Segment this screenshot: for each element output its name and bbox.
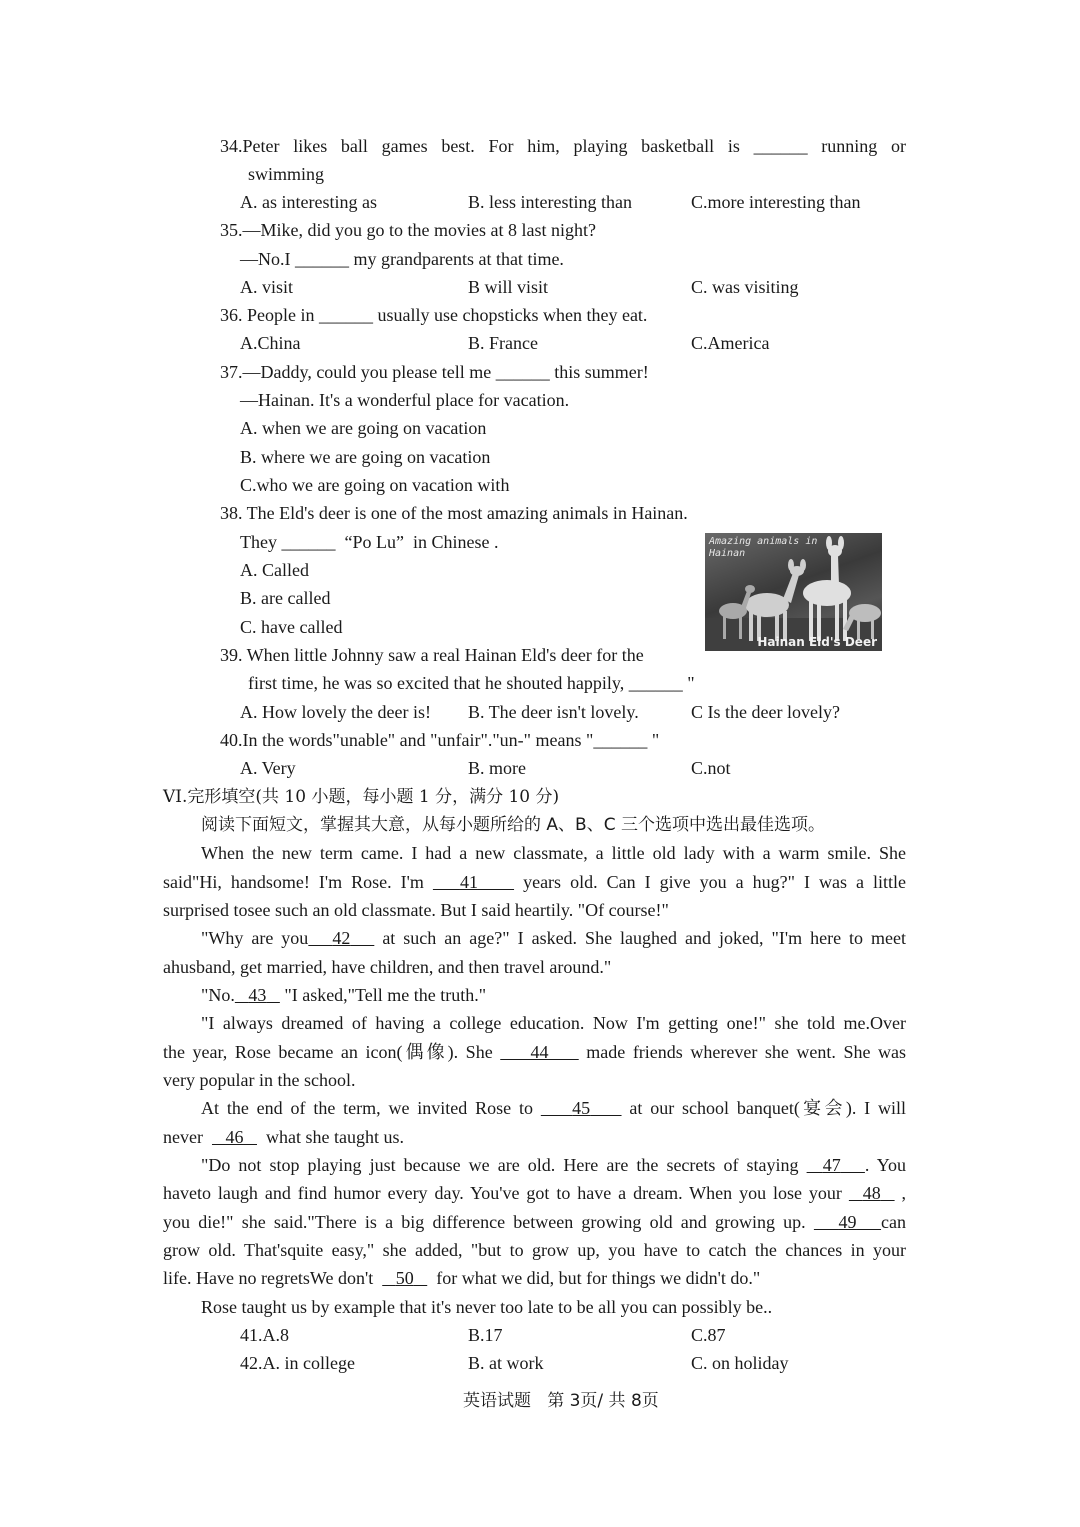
- passage-line-9: very popular in the school.: [163, 1070, 356, 1090]
- q34-option-a: A. as interesting as: [240, 192, 377, 212]
- q37-option-a: A. when we are going on vacation: [240, 418, 487, 438]
- passage-line-17: Rose taught us by example that it's never too late to be all you can possibly be..: [201, 1297, 773, 1317]
- blank-50: 50: [395, 1268, 414, 1288]
- q35-option-b: B will visit: [468, 277, 549, 297]
- q40-option-b: B. more: [468, 758, 526, 778]
- q38-stem: 38. The Eld's deer is one of the most amazing animals in Hainan.: [220, 503, 688, 523]
- passage-line-10: At the end of the term, we invited Rose to 45 at our school banquet(宴会). I will: [201, 1098, 907, 1118]
- passage-line-2: said"Hi, handsome! I'm Rose. I'm 41 years old. Can I give you a hug?" I was a little: [163, 872, 907, 892]
- q36-option-a: A.China: [240, 333, 301, 353]
- deer-photo: [705, 533, 882, 651]
- q34-stem-cont: swimming: [248, 164, 325, 184]
- q39-option-b: B. The deer isn't lovely.: [468, 702, 639, 722]
- passage-line-4: "Why are you 42 at such an age?" I asked. She laughed and joked, "I'm here to meet: [201, 928, 907, 948]
- q42-option-b: B. at work: [468, 1353, 544, 1373]
- q40-stem: 40.In the words"unable" and "unfair"."un-" means "______ ": [220, 730, 660, 750]
- q39-stem-cont: first time, he was so excited that he shouted happily, ______ ": [248, 673, 695, 693]
- passage-line-6: "No. 43 "I asked,"Tell me the truth.": [201, 985, 487, 1005]
- q36-option-b: B. France: [468, 333, 538, 353]
- blank-46: 46: [225, 1127, 244, 1147]
- blank-41: 41: [459, 872, 478, 892]
- blank-43: 43: [248, 985, 267, 1005]
- q39-option-c: C Is the deer lovely?: [691, 702, 840, 722]
- passage-line-5: ahusband, get married, have children, and then travel around.": [163, 957, 612, 977]
- q36-stem: 36. People in ______ usually use chopsticks when they eat.: [220, 305, 648, 325]
- q38-option-a: A. Called: [240, 560, 309, 580]
- photo-caption-bottom: Hainan Eld's Deer: [757, 635, 877, 649]
- blank-48: 48: [862, 1183, 881, 1203]
- q38-option-c: C. have called: [240, 617, 343, 637]
- blank-47: 47: [822, 1155, 841, 1175]
- q35-option-a: A. visit: [240, 277, 294, 297]
- q37-option-b: B. where we are going on vacation: [240, 447, 491, 467]
- q42-option-c: C. on holiday: [691, 1353, 789, 1373]
- passage-line-7: "I always dreamed of having a college education. Now I'm getting one!" she told me.Over: [201, 1013, 906, 1033]
- passage-line-3: surprised tosee such an old classmate. But I said heartily. "Of course!": [163, 900, 669, 920]
- passage-line-1: When the new term came. I had a new classmate, a little old lady with a warm smile. She: [201, 843, 906, 863]
- page-footer: 英语试题 第 3页/ 共 8页: [463, 1391, 659, 1411]
- q40-option-a: A. Very: [240, 758, 296, 778]
- q34-option-c: C.more interesting than: [691, 192, 861, 212]
- q39-option-a: A. How lovely the deer is!: [240, 702, 431, 722]
- passage-line-12: "Do not stop playing just because we are old. Here are the secrets of staying 47 . You: [201, 1155, 906, 1175]
- blank-45: 45: [572, 1098, 591, 1118]
- passage-line-14: you die!" she said."There is a big difference between growing old and growing up. 49 can: [163, 1212, 907, 1232]
- passage-line-15: grow old. That'squite easy," she added, "but to grow up, you have to catch the chances in your: [163, 1240, 906, 1260]
- section-instruction: 阅读下面短文，掌握其大意，从每小题所给的 A、B、C 三个选项中选出最佳选项。: [201, 815, 825, 835]
- q34-option-b: B. less interesting than: [468, 192, 632, 212]
- q35-reply: —No.I ______ my grandparents at that time.: [240, 249, 564, 269]
- blank-44: 44: [530, 1042, 549, 1062]
- photo-caption-top: Amazing animals in Hainan: [709, 536, 818, 559]
- q38-stem-cont: They ______ “Po Lu” in Chinese .: [240, 532, 499, 552]
- blank-49: 49: [838, 1212, 857, 1232]
- q35-stem: 35.—Mike, did you go to the movies at 8 last night?: [220, 220, 596, 240]
- q41-option-c: C.87: [691, 1325, 726, 1345]
- q35-option-c: C. was visiting: [691, 277, 799, 297]
- q38-option-b: B. are called: [240, 588, 331, 608]
- passage-line-11: never 46 what she taught us.: [163, 1127, 404, 1147]
- blank-42: 42: [332, 928, 351, 948]
- q42-option-a: 42.A. in college: [240, 1353, 355, 1373]
- q37-reply: —Hainan. It's a wonderful place for vacation.: [240, 390, 570, 410]
- q39-stem: 39. When little Johnny saw a real Hainan Eld's deer for the: [220, 645, 644, 665]
- q36-option-c: C.America: [691, 333, 770, 353]
- q37-stem: 37.—Daddy, could you please tell me ______ this summer!: [220, 362, 649, 382]
- passage-line-8: the year, Rose became an icon(偶像). She 44 made friends wherever she went. She was: [163, 1042, 907, 1062]
- passage-line-16: life. Have no regretsWe don't 50 for what we did, but for things we didn't do.": [163, 1268, 761, 1288]
- q34-stem: 34.Peter likes ball games best. For him, playing basketball is ______ running or: [220, 136, 906, 156]
- passage-line-13: haveto laugh and find humor every day. You've got to have a dream. When you lose your 48 ,: [163, 1183, 907, 1203]
- q41-option-b: B.17: [468, 1325, 503, 1345]
- q41-option-a: 41.A.8: [240, 1325, 289, 1345]
- section-heading: VI.完形填空(共 10 小题，每小题 1 分，满分 10 分): [163, 787, 560, 807]
- q40-option-c: C.not: [691, 758, 731, 778]
- q37-option-c: C.who we are going on vacation with: [240, 475, 510, 495]
